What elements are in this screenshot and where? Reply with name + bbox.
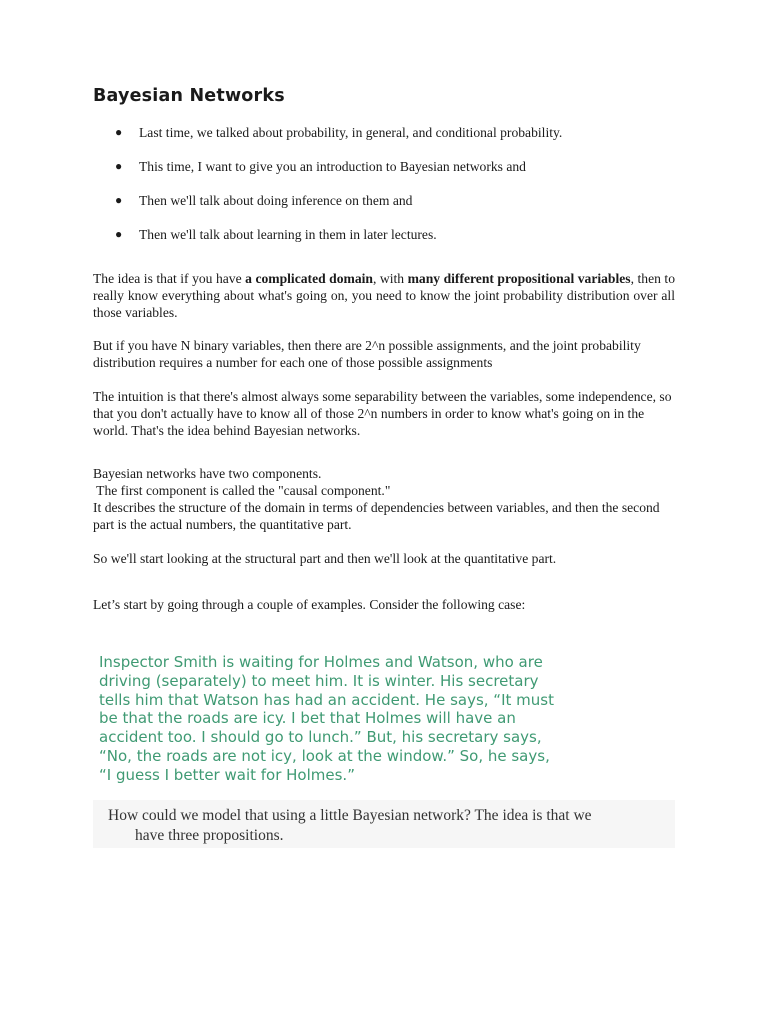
paragraph-two-components [93, 466, 675, 533]
quote-line: tells him that Watson has had an accident. He says, “It must [99, 690, 554, 709]
bullet-icon: ● [115, 227, 123, 241]
intro-bullet-list [93, 124, 675, 243]
question-line: have three propositions. [135, 827, 284, 844]
paragraph-binary-variables: But if you have N binary variables, then there are 2^n possible assignments, and the joint probability distribution requires a number for each one of those possible assignments [93, 338, 641, 371]
quote-line: accident too. I should go to lunch.” But, his secretary says, [99, 728, 542, 747]
bullet-icon: ● [115, 159, 123, 173]
quote-line: driving (separately) to meet him. It is winter. His secretary [99, 671, 539, 690]
example-scenario-figure [93, 648, 675, 848]
model-question-box [93, 800, 675, 848]
text-line: Bayesian networks have two components. [93, 466, 322, 482]
paragraph-intuition: The intuition is that there's almost always some separability between the variables, some independence, so that you don't actually have to know all of those 2^n numbers in order to know what's going on in the world. That's the idea behind Bayesian networks. [93, 388, 672, 438]
bullet-text: Then we'll talk about learning in them in later lectures. [139, 227, 437, 242]
quote-line: Inspector Smith is waiting for Holmes and Watson, who are [99, 653, 543, 671]
bold-text: many different propositional variables [407, 271, 631, 286]
document-page [93, 86, 675, 614]
bullet-text: This time, I want to give you an introduction to Bayesian networks and [139, 159, 526, 174]
list-item [93, 192, 675, 209]
list-item [93, 124, 675, 141]
paragraph-examples-intro: Let’s start by going through a couple of examples. Consider the following case: [93, 597, 526, 613]
text-line: The first component is called the "causal component." [93, 483, 391, 499]
text-line: It describes the structure of the domain in terms of dependencies between variables, and then the second part is the actual numbers, the quantitative part. [93, 499, 660, 532]
text-run: , with [373, 271, 408, 286]
list-item [93, 158, 675, 175]
bullet-icon: ● [115, 193, 123, 207]
text-run: , then to really know everything about what's going on, you need to know the joint probability distribution over all those variables. [93, 271, 675, 320]
page-title: Bayesian Networks [93, 86, 285, 106]
paragraph-joint-distribution [93, 271, 675, 321]
question-line: How could we model that using a little Bayesian network? The idea is that we [108, 807, 592, 824]
quote-line: “No, the roads are not icy, look at the window.” So, he says, [99, 746, 550, 765]
paragraph-structural-part: So we'll start looking at the structural part and then we'll look at the quantitative part. [93, 550, 557, 566]
text-run: The idea is that if you have [93, 271, 246, 286]
model-question-text [108, 806, 592, 846]
bold-text: a complicated domain [245, 271, 373, 286]
quote-line: “I guess I better wait for Holmes.” [99, 765, 355, 784]
bullet-text: Then we'll talk about doing inference on them and [139, 193, 413, 208]
bullet-text: Last time, we talked about probability, in general, and conditional probability. [139, 125, 563, 140]
bullet-icon: ● [115, 125, 123, 139]
scenario-quote [99, 653, 659, 785]
list-item [93, 226, 675, 243]
quote-line: be that the roads are icy. I bet that Holmes will have an [99, 709, 516, 728]
